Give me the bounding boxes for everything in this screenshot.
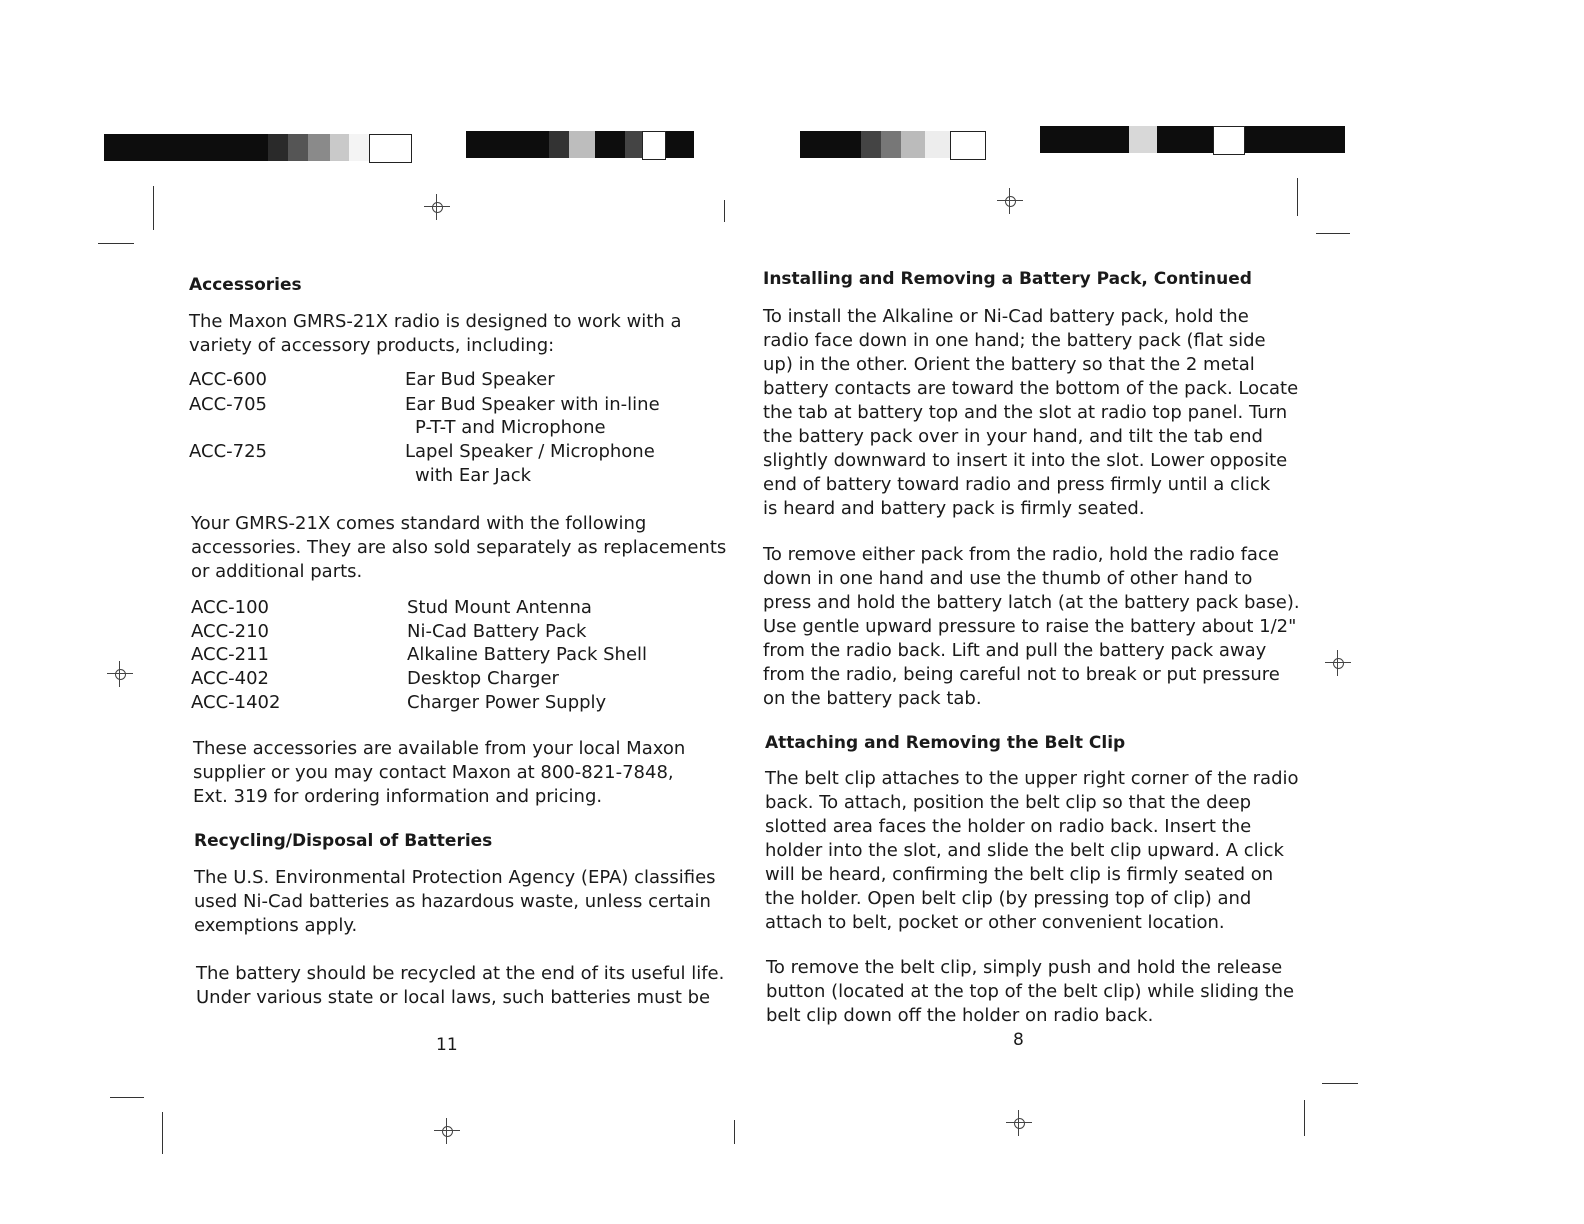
text-line: radio face down in one hand; the battery pack (flat side xyxy=(763,330,1266,351)
crop-mark xyxy=(98,243,134,244)
belt-clip-remove-paragraph xyxy=(766,956,1294,1028)
recycling-heading: Recycling/Disposal of Batteries xyxy=(194,831,493,851)
text-line: is heard and battery pack is firmly seated. xyxy=(763,498,1145,519)
accessory-code: ACC-211 xyxy=(191,644,269,665)
recycling-paragraph-2 xyxy=(196,962,724,1010)
text-line: back. To attach, position the belt clip so that the deep xyxy=(765,792,1252,813)
belt-clip-attach-paragraph xyxy=(765,767,1299,935)
crop-mark xyxy=(1304,1100,1305,1136)
text-line: To install the Alkaline or Ni-Cad battery pack, hold the xyxy=(763,306,1249,327)
accessory-desc: Ni-Cad Battery Pack xyxy=(407,621,587,642)
registration-mark-icon xyxy=(1002,1106,1036,1140)
text-line: from the radio, being careful not to break or put pressure xyxy=(763,664,1280,685)
text-line: exemptions apply. xyxy=(194,915,358,936)
text-line: on the battery pack tab. xyxy=(763,688,982,709)
text-line: up) in the other. Orient the battery so that the 2 metal xyxy=(763,354,1255,375)
accessory-desc: Desktop Charger xyxy=(407,668,559,689)
color-bar-left-1 xyxy=(104,134,412,161)
accessory-code: ACC-725 xyxy=(189,441,267,462)
accessory-desc: Lapel Speaker / Microphone xyxy=(405,441,655,462)
crop-mark xyxy=(1297,178,1298,216)
text-line: Your GMRS-21X comes standard with the following xyxy=(191,513,647,534)
text-line: Ext. 319 for ordering information and pricing. xyxy=(193,786,603,807)
text-line: down in one hand and use the thumb of other hand to xyxy=(763,568,1253,589)
accessory-code: ACC-100 xyxy=(191,597,269,618)
standard-accessories-paragraph xyxy=(191,512,726,584)
accessory-code: ACC-600 xyxy=(189,369,267,390)
text-line: end of battery toward radio and press firmly until a click xyxy=(763,474,1271,495)
accessory-code: ACC-705 xyxy=(189,394,267,415)
text-line: accessories. They are also sold separately as replacements xyxy=(191,537,727,558)
accessory-desc-continued: with Ear Jack xyxy=(415,465,532,486)
accessory-code: ACC-1402 xyxy=(191,692,281,713)
registration-mark-icon xyxy=(993,184,1027,218)
text-line: button (located at the top of the belt clip) while sliding the xyxy=(766,981,1295,1002)
text-line: the holder. Open belt clip (by pressing top of clip) and xyxy=(765,888,1252,909)
text-line: from the radio back. Lift and pull the battery pack away xyxy=(763,640,1267,661)
text-line: The Maxon GMRS-21X radio is designed to work with a xyxy=(189,311,682,332)
registration-mark-icon xyxy=(1321,646,1355,680)
text-line: slightly downward to insert it into the slot. Lower opposite xyxy=(763,450,1288,471)
accessory-desc: Charger Power Supply xyxy=(407,692,607,713)
text-line: used Ni-Cad batteries as hazardous waste, unless certain xyxy=(194,891,711,912)
text-line: To remove the belt clip, simply push and hold the release xyxy=(766,957,1283,978)
accessory-desc: Ear Bud Speaker xyxy=(405,369,555,390)
accessory-desc: Ear Bud Speaker with in-line xyxy=(405,394,660,415)
text-line: The battery should be recycled at the end of its useful life. xyxy=(196,963,725,984)
text-line: belt clip down off the holder on radio back. xyxy=(766,1005,1154,1026)
battery-remove-paragraph xyxy=(763,543,1300,711)
accessory-desc: Alkaline Battery Pack Shell xyxy=(407,644,648,665)
text-line: the battery pack over in your hand, and tilt the tab end xyxy=(763,426,1263,447)
belt-clip-heading: Attaching and Removing the Belt Clip xyxy=(765,733,1126,753)
crop-mark xyxy=(162,1112,163,1154)
crop-mark xyxy=(1322,1083,1358,1084)
accessories-intro xyxy=(189,310,682,358)
text-line: Under various state or local laws, such batteries must be xyxy=(196,987,711,1008)
accessory-desc-continued: P-T-T and Microphone xyxy=(415,417,606,438)
text-line: press and hold the battery latch (at the battery pack base). xyxy=(763,592,1300,613)
color-bar-right-1 xyxy=(800,131,986,158)
accessory-code: ACC-402 xyxy=(191,668,269,689)
registration-mark-icon xyxy=(103,657,137,691)
text-line: attach to belt, pocket or other convenient location. xyxy=(765,912,1225,933)
page-number: 8 xyxy=(1013,1030,1024,1050)
text-line: These accessories are available from your local Maxon xyxy=(193,738,686,759)
text-line: The U.S. Environmental Protection Agency (EPA) classifies xyxy=(194,867,716,888)
color-bar-right-2 xyxy=(1040,126,1345,153)
text-line: variety of accessory products, including: xyxy=(189,335,555,356)
registration-mark-icon xyxy=(420,190,454,224)
accessories-heading: Accessories xyxy=(189,275,302,295)
battery-install-paragraph xyxy=(763,305,1298,521)
crop-mark xyxy=(1316,233,1350,234)
text-line: The belt clip attaches to the upper right corner of the radio xyxy=(765,768,1299,789)
accessory-code: ACC-210 xyxy=(191,621,269,642)
text-line: holder into the slot, and slide the belt clip upward. A click xyxy=(765,840,1284,861)
crop-mark xyxy=(110,1097,144,1098)
text-line: will be heard, confirming the belt clip is firmly seated on xyxy=(765,864,1274,885)
availability-paragraph xyxy=(193,737,685,809)
recycling-paragraph-1 xyxy=(194,866,716,938)
battery-heading: Installing and Removing a Battery Pack, Continued xyxy=(763,269,1252,289)
text-line: the tab at battery top and the slot at radio top panel. Turn xyxy=(763,402,1288,423)
crop-mark xyxy=(724,200,725,222)
text-line: battery contacts are toward the bottom of the pack. Locate xyxy=(763,378,1299,399)
color-bar-left-2 xyxy=(466,131,694,158)
crop-mark xyxy=(734,1120,735,1144)
registration-mark-icon xyxy=(430,1114,464,1148)
crop-mark xyxy=(153,186,154,230)
page-number: 11 xyxy=(436,1035,458,1055)
accessory-desc: Stud Mount Antenna xyxy=(407,597,592,618)
text-line: Use gentle upward pressure to raise the battery about 1/2" xyxy=(763,616,1297,637)
text-line: slotted area faces the holder on radio back. Insert the xyxy=(765,816,1252,837)
text-line: supplier or you may contact Maxon at 800-821-7848, xyxy=(193,762,674,783)
text-line: or additional parts. xyxy=(191,561,363,582)
text-line: To remove either pack from the radio, hold the radio face xyxy=(763,544,1279,565)
